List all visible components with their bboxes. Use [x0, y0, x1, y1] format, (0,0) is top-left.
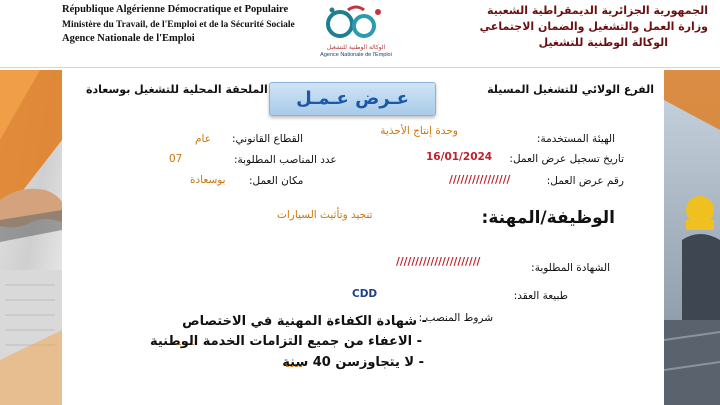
contract-type-label: طبيعة العقد:	[513, 290, 568, 302]
header-fr-agency: Agence Nationale de l'Emploi	[62, 33, 195, 44]
offer-number-label: رقم عرض العمل:	[546, 175, 624, 187]
header-ar-agency: الوكالة الوطنية للتشغيل	[538, 36, 668, 49]
legal-sector-label: القطاع القانوني:	[232, 133, 304, 145]
header-divider	[0, 67, 720, 68]
logo-caption-fr: Agence Nationale de l'Emploi	[320, 52, 392, 58]
registration-date-value: 16/01/2024	[426, 151, 493, 163]
header-fr-ministry: Ministère du Travail, de l'Emploi et de la Sécurité Sociale	[62, 19, 295, 30]
condition-1: - شهادة الكفاءة المهنية في الاختصاص	[182, 314, 427, 329]
legal-sector-value: عام	[195, 133, 211, 145]
header-ar-ministry: وزارة العمل والتشغيل والضمان الاجتماعي	[479, 20, 708, 33]
worker-photo	[664, 70, 720, 405]
local-branch-label: الملحقة المحلية للتشغيل بوسعادة	[86, 83, 268, 96]
workplace-value: بوسعادة	[190, 174, 226, 186]
header-fr-republic: République Algérienne Démocratique et Populaire	[62, 4, 289, 15]
positions-count-label: عدد المناصب المطلوبة:	[234, 154, 337, 166]
employer-value: وحدة إنتاج الأحذية	[380, 125, 458, 137]
positions-count-value: 07	[169, 153, 183, 165]
contract-type-value: CDD	[352, 288, 378, 300]
anem-logo-icon	[318, 2, 392, 46]
offer-number-value: ////////////////	[449, 174, 511, 186]
regional-branch-label: الفرع الولائي للتشغيل المسيلة	[487, 83, 654, 96]
workplace-label: مكان العمل:	[249, 175, 304, 187]
condition-2: - الاعفاء من جميع التزامات الخدمة الوطنية	[149, 334, 422, 349]
certificate-value: //////////////////////	[396, 256, 481, 268]
conditions-label: شروط المنصب :	[418, 312, 493, 324]
job-value: تنجيد وتأثيث السيارات	[277, 209, 373, 221]
header-arabic	[388, 3, 708, 51]
logo-caption-ar: الوكالة الوطنية للتشغيل	[326, 44, 386, 51]
job-offer-title: عـرض عـمـل	[269, 82, 436, 116]
handshake-photo	[0, 70, 62, 405]
condition-3: - لا يتجاوزسن 40 سنة	[282, 355, 424, 370]
employer-label: الهيئة المستخدمة:	[536, 133, 615, 145]
header-ar-republic: الجمهورية الجزائرية الديمقراطية الشعبية	[487, 4, 708, 17]
certificate-label: الشهادة المطلوبة:	[531, 262, 610, 274]
job-label: الوظيفة/المهنة:	[481, 208, 615, 228]
header-french	[62, 3, 322, 47]
registration-date-label: تاريخ تسجيل عرض العمل:	[509, 153, 624, 165]
